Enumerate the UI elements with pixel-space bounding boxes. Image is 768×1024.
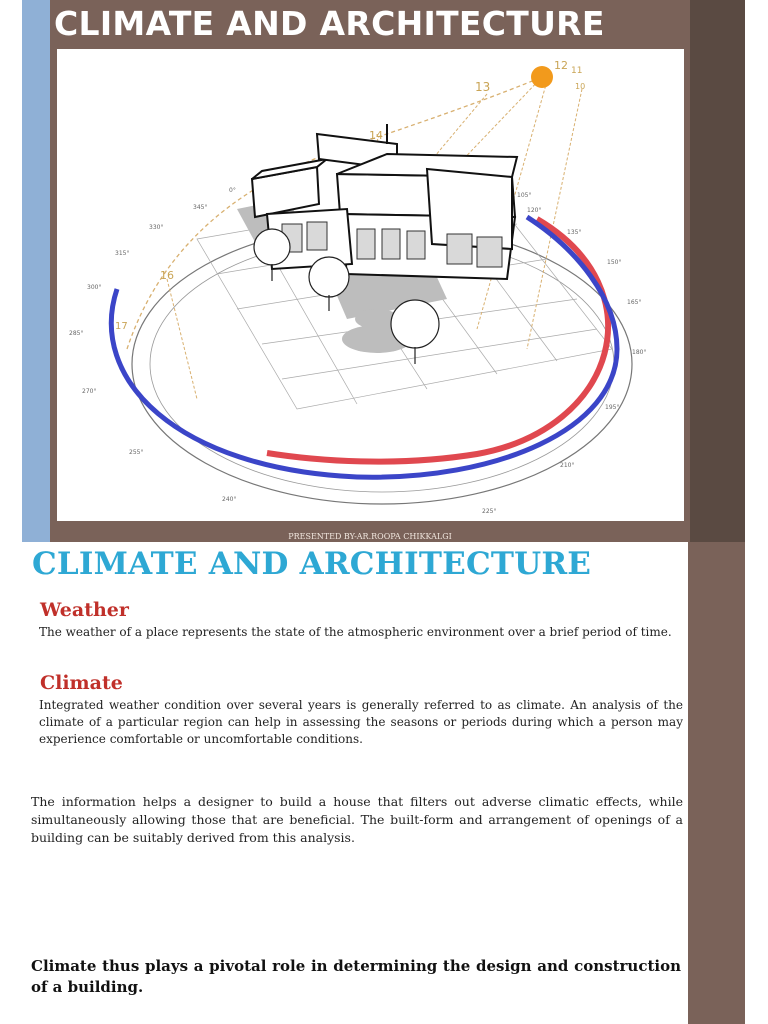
weather-text: The weather of a place represents the state of the atmospheric environment over a brief period of time.	[39, 625, 672, 639]
azimuth-label: 165°	[627, 299, 642, 306]
side-accent-bar	[22, 0, 50, 542]
slide-content	[0, 542, 768, 1024]
sun-hour-label: 17	[115, 321, 128, 332]
azimuth-label: 330°	[149, 224, 164, 231]
sun-path-illustration	[57, 49, 684, 521]
azimuth-label: 240°	[222, 496, 237, 503]
azimuth-label: 135°	[567, 229, 582, 236]
azimuth-label: 255°	[129, 449, 144, 456]
sun-hour-label: 11	[571, 66, 583, 76]
azimuth-label: 285°	[69, 330, 84, 337]
azimuth-label: 210°	[560, 462, 575, 469]
sun-icon	[531, 66, 553, 88]
sun-path-diagram	[57, 49, 684, 521]
climate-heading: Climate	[40, 672, 123, 694]
azimuth-label: 225°	[482, 508, 497, 515]
azimuth-label: 0°	[229, 187, 236, 194]
conclusion-text: Climate thus plays a pivotal role in determining the design and construction of a building.	[31, 957, 681, 996]
azimuth-label: 180°	[632, 349, 647, 356]
azimuth-label: 120°	[527, 207, 542, 214]
azimuth-label: 270°	[82, 388, 97, 395]
sun-hour-label: 10	[575, 82, 586, 91]
climate-text: Integrated weather condition over several years is generally referred to as climate. An analysis of the climate of a particular region can help in assessing the seasons or periods during which a person may experience comfortable or uncomfortable conditions.	[39, 698, 683, 746]
azimuth-label: 315°	[115, 250, 130, 257]
azimuth-label: 345°	[193, 204, 208, 211]
azimuth-label: 105°	[517, 192, 532, 199]
sun-hour-label: 13	[475, 80, 491, 94]
design-text: The information helps a designer to build a house that filters out adverse climatic effects, while simultaneously allowing those that are beneficial. The built-form and arrangement of openings of a building can be suitably derived from this analysis.	[31, 794, 683, 845]
sun-hour-label: 14	[369, 129, 383, 142]
cover-title: CLIMATE AND ARCHITECTURE	[54, 4, 605, 43]
azimuth-label: 195°	[605, 404, 620, 411]
sun-hour-label: 12	[554, 59, 568, 72]
weather-heading: Weather	[40, 599, 129, 621]
presenter-credit: PRESENTED BY-AR.ROOPA CHIKKALGI	[288, 532, 452, 541]
cover-side-panel	[690, 0, 745, 542]
content-side-panel	[688, 542, 745, 1024]
content-title: CLIMATE AND ARCHITECTURE	[32, 546, 592, 582]
azimuth-label: 150°	[607, 259, 622, 266]
azimuth-label: 300°	[87, 284, 102, 291]
sun-hour-label: 16	[160, 269, 174, 282]
